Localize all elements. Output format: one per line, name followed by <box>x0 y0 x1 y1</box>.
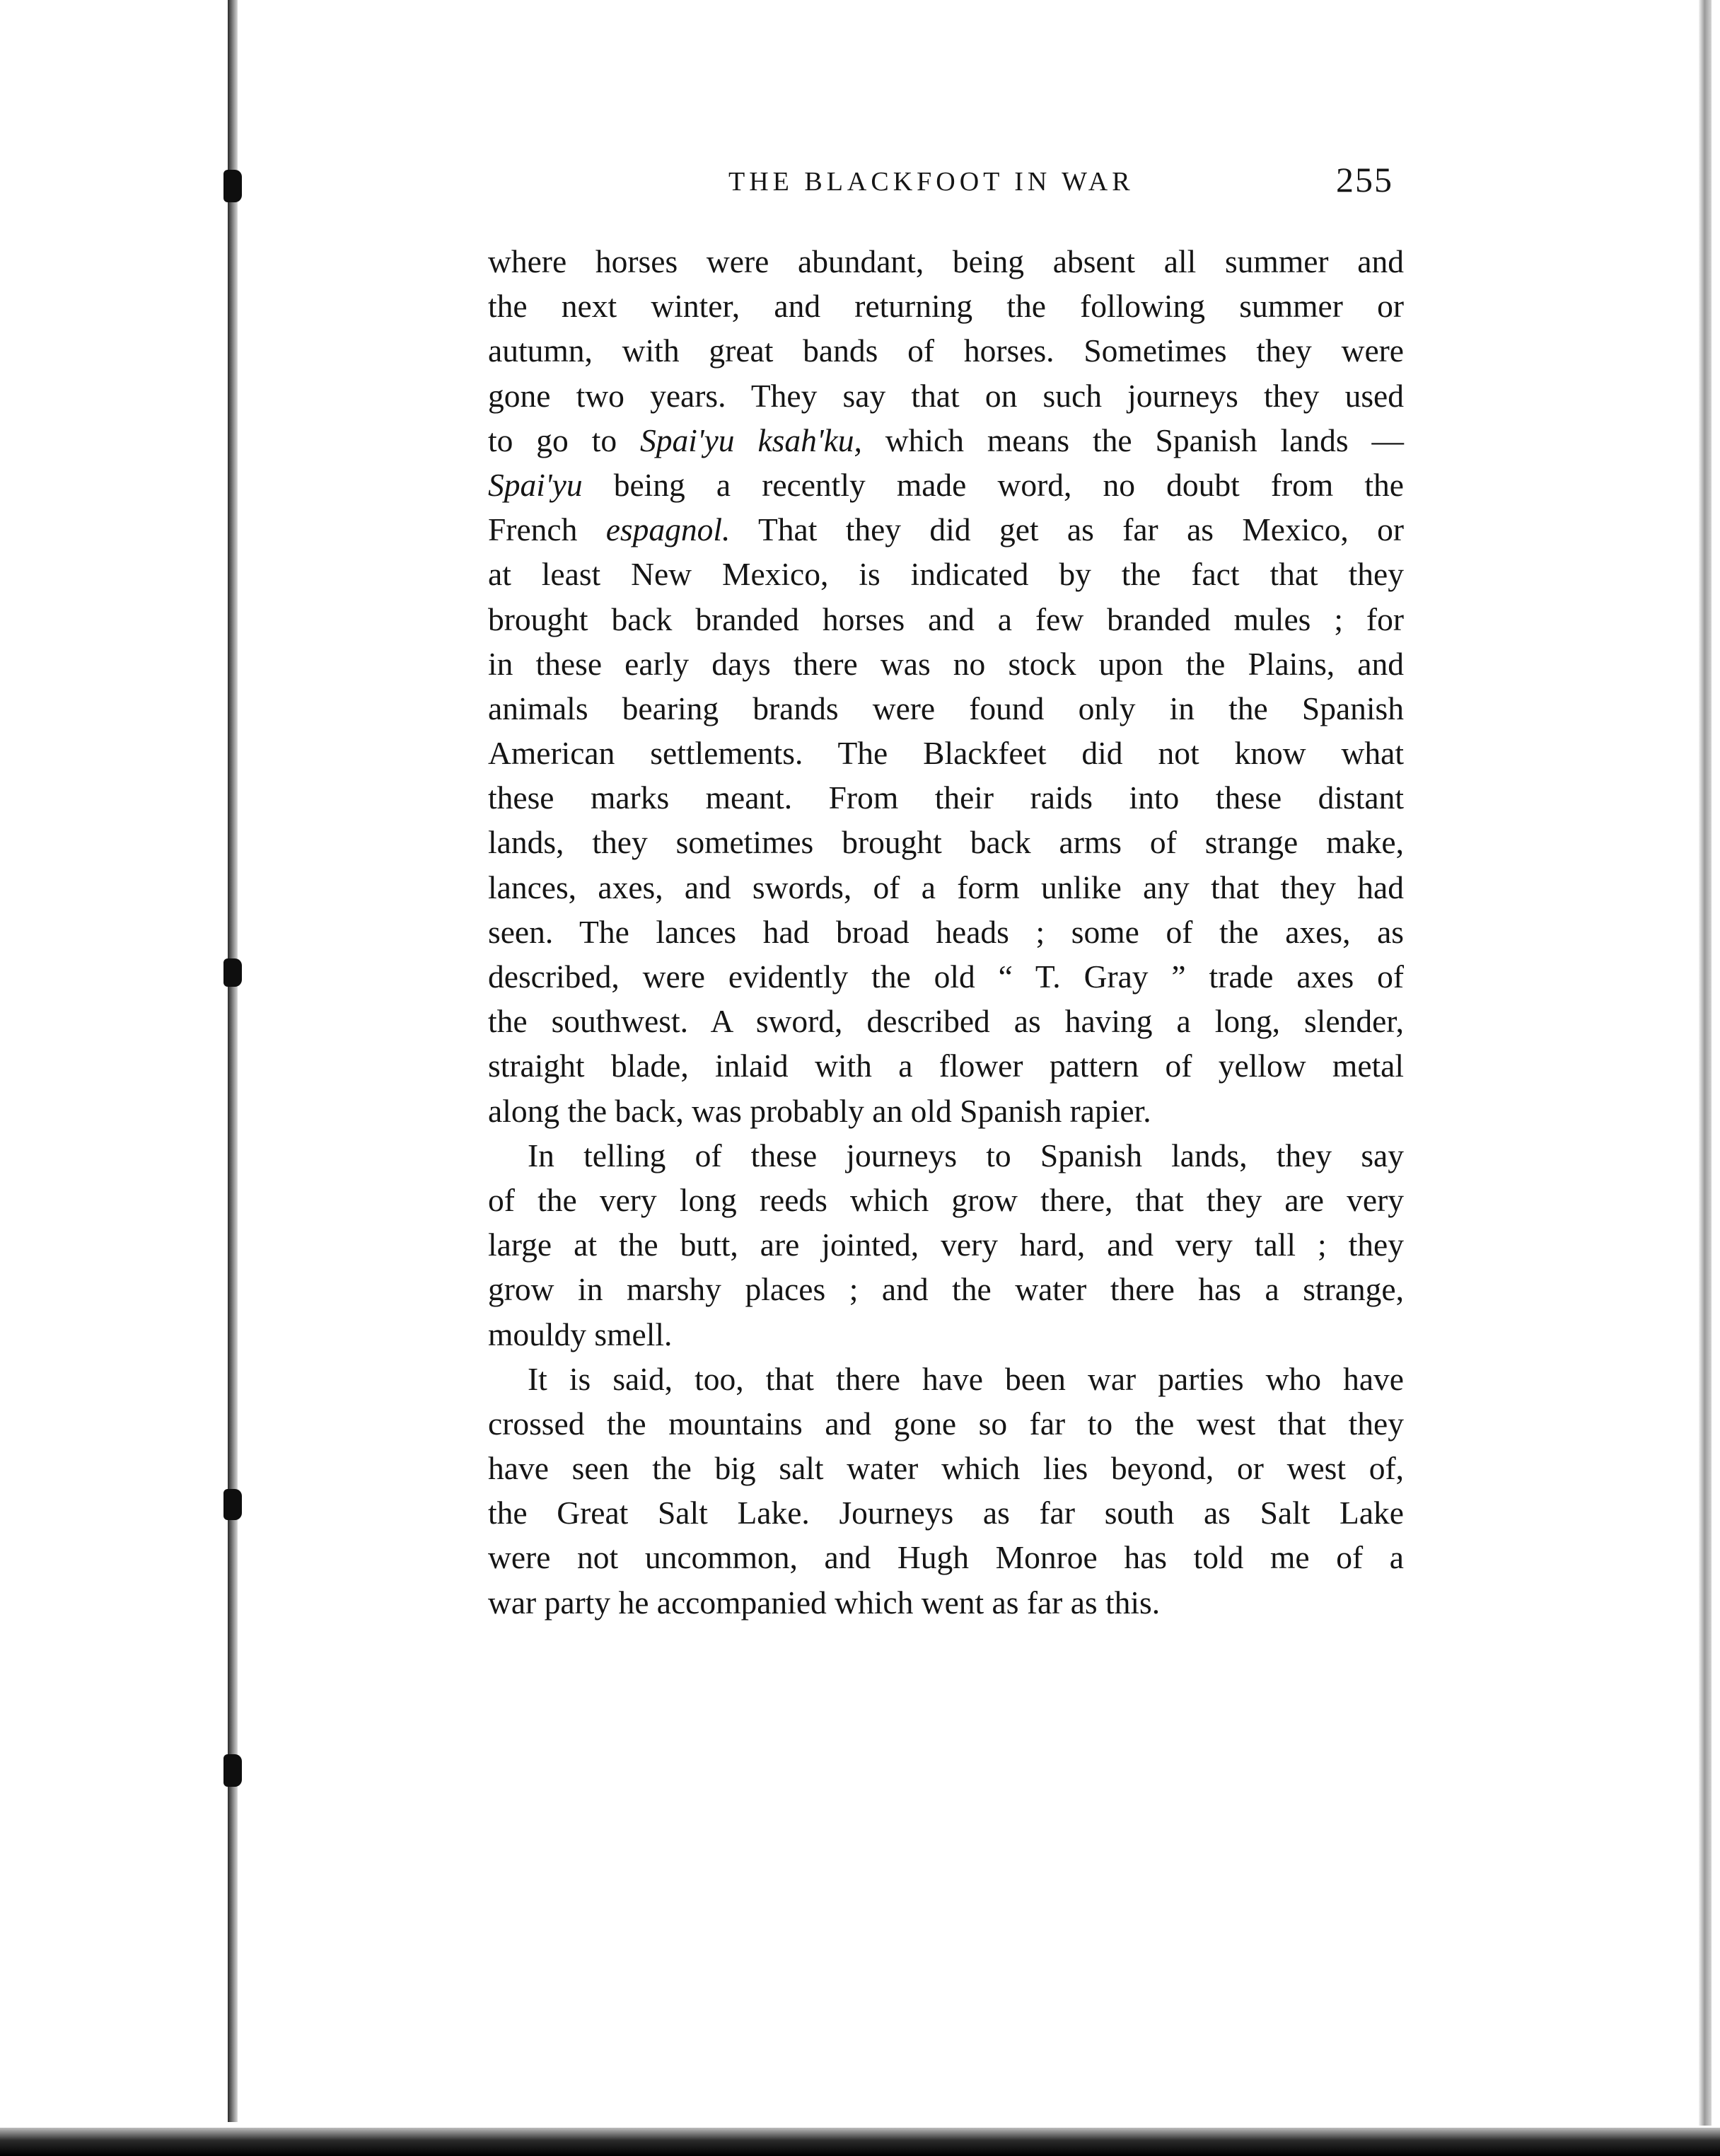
text-line: lands, they sometimes brought back arms of strange make, <box>488 824 1404 861</box>
running-head <box>488 159 1393 209</box>
text-line: mouldy smell. <box>488 1316 673 1352</box>
text-line: along the back, was probably an old Spanish rapier. <box>488 1092 1151 1129</box>
text-line: of the very long reeds which grow there, that they are very <box>488 1181 1404 1218</box>
text-line: where horses were abundant, being absent all summer and <box>488 243 1404 279</box>
body-text <box>488 239 1404 1625</box>
page-right-border <box>1699 0 1712 2126</box>
italic-term: espagnol. <box>605 511 731 548</box>
text-line: were not uncommon, and Hugh Monroe has told me of a <box>488 1539 1404 1576</box>
text-line: It is said, too, that there have been war parties who have <box>528 1360 1404 1397</box>
text-line: animals bearing brands were found only in the Spanish <box>488 690 1404 726</box>
italic-term: Spai'yu <box>488 466 583 503</box>
text-line: grow in marshy places ; and the water there has a strange, <box>488 1271 1404 1308</box>
text-line: large at the butt, are jointed, very hard, and very tall ; they <box>488 1227 1404 1263</box>
text-line: Spai'yu being a recently made word, no doubt from the <box>488 466 1404 503</box>
text-line: described, were evidently the old “ T. Gray ” trade axes of <box>488 958 1404 995</box>
text-line: in these early days there was no stock upon the Plains, and <box>488 645 1404 682</box>
text-line: In telling of these journeys to Spanish lands, they say <box>528 1137 1404 1173</box>
text-line: the next winter, and returning the following summer or <box>488 288 1404 325</box>
text-line: the Great Salt Lake. Journeys as far south as Salt Lake <box>488 1495 1404 1531</box>
page-binding-edge <box>228 0 238 2122</box>
text-line: seen. The lances had broad heads ; some of the axes, as <box>488 913 1404 950</box>
text-line: crossed the mountains and gone so far to the west that they <box>488 1405 1404 1442</box>
text-line: gone two years. They say that on such journeys they used <box>488 377 1404 414</box>
page-number: 255 <box>1336 160 1393 199</box>
binding-mark <box>223 1489 242 1520</box>
text-line: brought back branded horses and a few branded mules ; for <box>488 601 1404 637</box>
text-line: these marks meant. From their raids into these distant <box>488 779 1404 816</box>
text-line: the southwest. A sword, described as having a long, slender, <box>488 1003 1404 1040</box>
italic-term: Spai'yu ksah'ku, <box>639 422 862 458</box>
running-title: THE BLACKFOOT IN WAR <box>728 167 1134 197</box>
scan-bottom-band <box>0 2128 1720 2156</box>
binding-mark <box>223 958 242 987</box>
text-line: at least New Mexico, is indicated by the fact that they <box>488 556 1404 593</box>
text-line: straight blade, inlaid with a flower pattern of yellow metal <box>488 1048 1404 1084</box>
text-line: to go to Spai'yu ksah'ku, which means the Spanish lands — <box>488 422 1404 458</box>
text-line: lances, axes, and swords, of a form unlike any that they had <box>488 869 1404 905</box>
text-line: autumn, with great bands of horses. Sometimes they were <box>488 332 1404 369</box>
binding-mark <box>223 1754 242 1787</box>
text-line: American settlements. The Blackfeet did not know what <box>488 735 1404 772</box>
text-line: have seen the big salt water which lies beyond, or west of, <box>488 1450 1404 1487</box>
text-line: war party he accompanied which went as far as this. <box>488 1584 1161 1621</box>
binding-mark <box>223 170 242 202</box>
text-line: French espagnol. That they did get as far as Mexico, or <box>488 511 1404 548</box>
